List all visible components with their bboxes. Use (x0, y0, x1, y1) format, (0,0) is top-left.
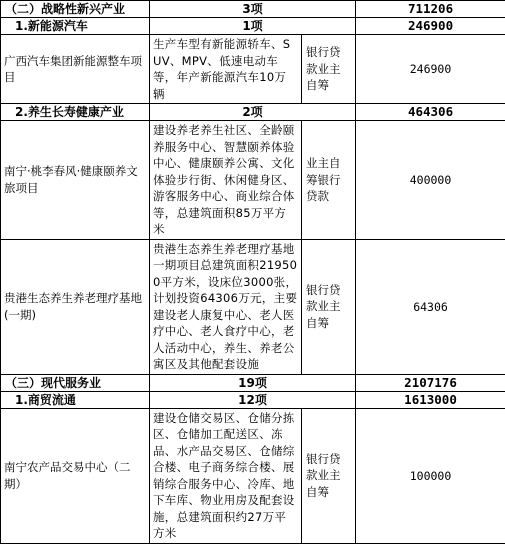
project-name: 南宁农产品交易中心（二期） (1, 408, 150, 543)
section-label: 1.新能源汽车 (1, 18, 150, 35)
section-label: （三）现代服务业 (1, 374, 150, 391)
section-total: 711206 (356, 1, 505, 18)
investment-amount: 400000 (356, 121, 505, 240)
table-row (1, 239, 505, 374)
investment-amount: 64306 (356, 239, 505, 374)
section-total: 464306 (356, 104, 505, 121)
project-name: 贵港生态养生养老理疗基地(一期) (1, 239, 150, 374)
section-count: 2项 (150, 104, 356, 121)
section-row-nev (1, 18, 505, 35)
project-name: 广西汽车集团新能源整车项目 (1, 35, 150, 104)
section-total: 2107176 (356, 374, 505, 391)
section-label: 1.商贸流通 (1, 391, 150, 408)
investment-amount: 246900 (356, 35, 505, 104)
investment-amount: 100000 (356, 408, 505, 543)
project-name: 南宁·桃李春风·健康颐养文旅项目 (1, 121, 150, 240)
project-description: 建设仓储交易区、仓储分拣区、仓储加工配送区、冻品、水产品交易区、仓储综合楼、电子商务综合楼、展销综合服务中心、冷库、地下车库、物业用房及配套设施，总建筑面积约27万平方米 (150, 408, 302, 543)
section-row-services (1, 374, 505, 391)
section-count: 12项 (150, 391, 356, 408)
section-total: 1613000 (356, 391, 505, 408)
project-description: 建设养老养生社区、全龄颐养服务中心、智慧颐养体验中心、健康颐养公寓、文化体验步行街、休闲健身区、游客服务中心、商业综合体等，总建筑面积85万平方米 (150, 121, 302, 240)
section-row-health (1, 104, 505, 121)
section-label: 2.养生长寿健康产业 (1, 104, 150, 121)
table-row (1, 121, 505, 240)
funding-source: 业主自筹银行贷款 (302, 121, 356, 240)
project-description: 生产车型有新能源轿车、SUV、MPV、低速电动车等，年产新能源汽车10万辆 (150, 35, 302, 104)
funding-source: 银行贷款业主自筹 (302, 408, 356, 543)
section-total: 246900 (356, 18, 505, 35)
section-count: 3项 (150, 1, 356, 18)
section-row-strategic (1, 1, 505, 18)
section-label: （二）战略性新兴产业 (1, 1, 150, 18)
funding-source: 银行贷款业主自筹 (302, 35, 356, 104)
section-count: 19项 (150, 374, 356, 391)
table-row (1, 35, 505, 104)
project-description: 贵港生态养生养老理疗基地一期项目总建筑面积219500平方米，设床位3000张，计划投资64306万元，主要建设老人康复中心、老人医疗中心、老人食疗中心，老人活动中心，养生、养老公寓区及其他配套设施 (150, 239, 302, 374)
section-count: 1项 (150, 18, 356, 35)
table-row (1, 408, 505, 543)
funding-source: 银行贷款业主自筹 (302, 239, 356, 374)
section-row-commerce (1, 391, 505, 408)
